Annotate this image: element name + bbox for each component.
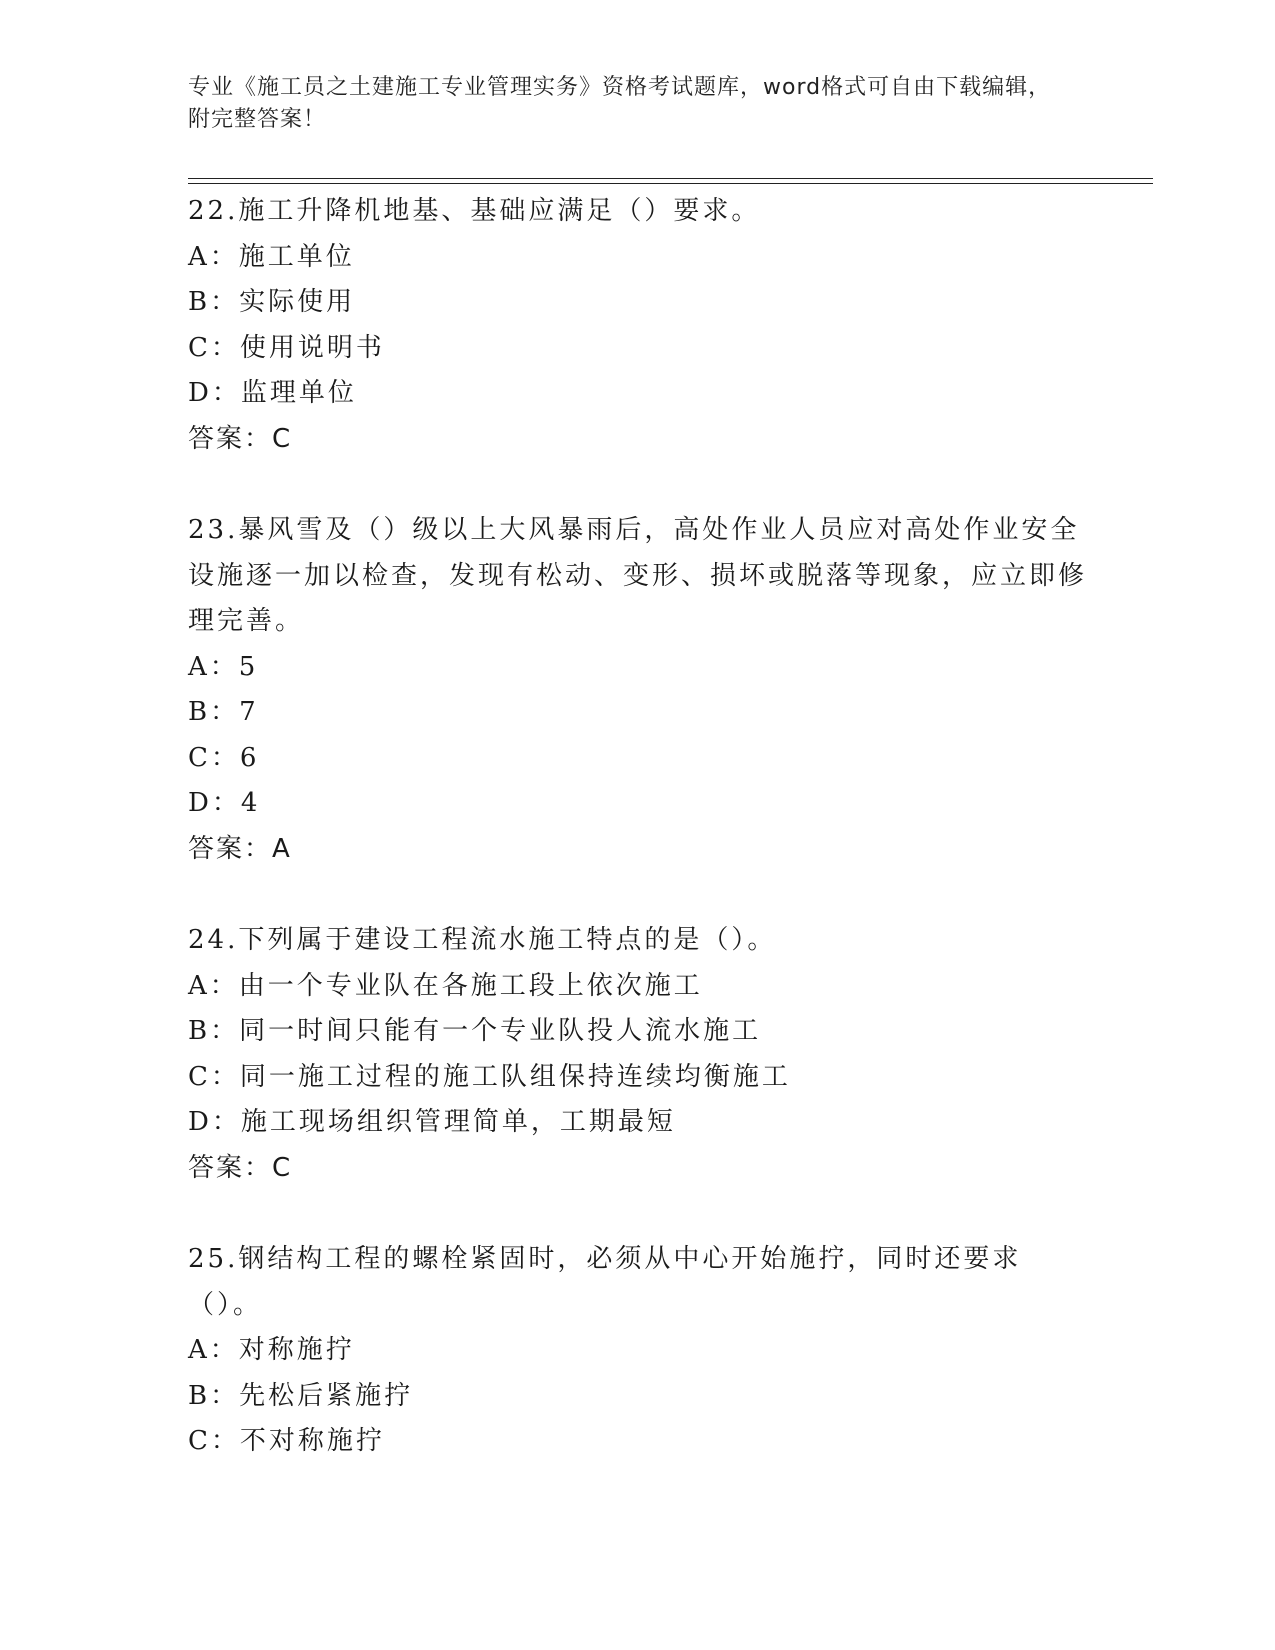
option-b: B：实际使用 [188, 287, 356, 317]
question-25 [188, 1237, 1088, 1465]
answer-text: 答案：A [188, 833, 292, 864]
option-c: C：6 [188, 742, 260, 773]
answer-text: 答案：C [188, 423, 293, 454]
option-b: B：7 [188, 697, 259, 727]
answer-text: 答案：C [188, 1152, 293, 1183]
question-22 [188, 189, 1088, 462]
question-24 [188, 918, 1088, 1191]
header-divider-top [188, 178, 1153, 179]
option-c: C：不对称施拧 [188, 1426, 385, 1456]
option-c: C：同一施工过程的施工队组保持连续均衡施工 [188, 1061, 791, 1092]
option-a: A：5 [188, 651, 259, 682]
option-b: B：同一时间只能有一个专业队投人流水施工 [188, 1016, 762, 1046]
option-a: A：由一个专业队在各施工段上依次施工 [188, 970, 703, 1001]
option-d: D：施工现场组织管理简单，工期最短 [188, 1107, 676, 1137]
question-list [188, 189, 1088, 1511]
document-intro: 专业《施工员之土建施工专业管理实务》资格考试题库，word格式可自由下载编辑，附完整答案！ [188, 75, 1052, 132]
question-stem: 22.施工升降机地基、基础应满足（）要求。 [188, 196, 761, 226]
option-b: B：先松后紧施拧 [188, 1380, 414, 1411]
option-a: A：对称施拧 [188, 1335, 355, 1365]
question-stem: 25.钢结构工程的螺栓紧固时，必须从中心开始施拧，同时还要求（）。 [188, 1244, 1022, 1320]
option-d: D：4 [188, 788, 261, 818]
option-d: D：监理单位 [188, 378, 357, 408]
question-stem: 24.下列属于建设工程流水施工特点的是（）。 [188, 925, 777, 955]
option-a: A：施工单位 [188, 241, 355, 272]
question-23 [188, 508, 1088, 872]
option-c: C：使用说明书 [188, 332, 385, 363]
question-stem: 23.暴风雪及（）级以上大风暴雨后，高处作业人员应对高处作业安全设施逐一加以检查，发现有松动、变形、损坏或脱落等现象，应立即修理完善。 [188, 515, 1088, 636]
header-divider-bottom [188, 183, 1153, 184]
